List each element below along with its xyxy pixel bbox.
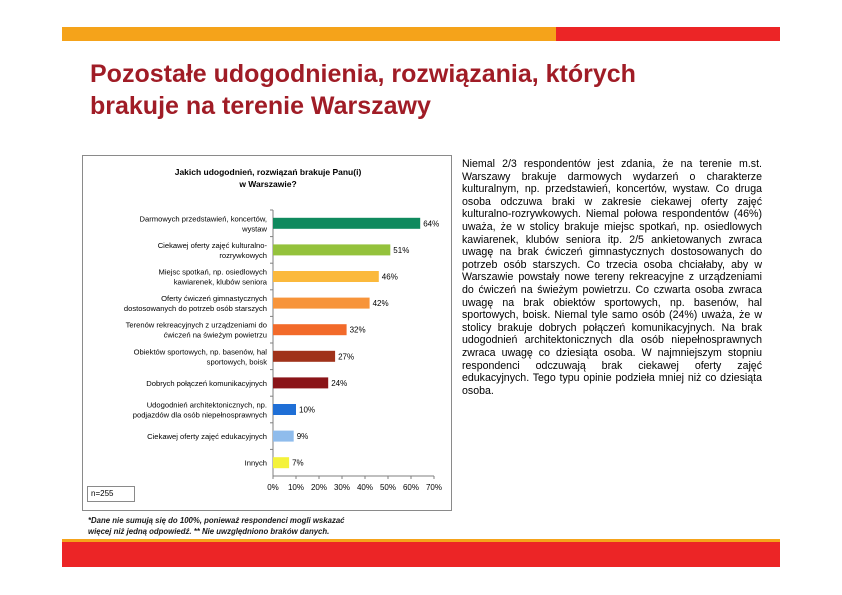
slide-title-line1: Pozostałe udogodnienia, rozwiązania, których bbox=[90, 60, 636, 88]
bar-value-label: 32% bbox=[349, 325, 366, 335]
bar bbox=[273, 244, 390, 255]
category-label: Dobrych połączeń komunikacyjnych bbox=[146, 378, 267, 388]
bar-value-label: 46% bbox=[381, 272, 398, 282]
bar-value-label: 9% bbox=[296, 432, 309, 442]
category-label: Terenów rekreacyjnych z urządzeniami do bbox=[125, 320, 267, 330]
x-tick-label: 40% bbox=[356, 483, 374, 492]
bar bbox=[273, 431, 294, 442]
category-label: podjazdów dla osób niepełnosprawnych bbox=[132, 410, 267, 420]
category-label: wystaw bbox=[242, 224, 267, 234]
bar-chart bbox=[83, 156, 453, 512]
chart-panel bbox=[82, 155, 452, 511]
x-tick-label: 50% bbox=[379, 483, 397, 492]
category-label: Ciekawej oferty zajęć kulturalno- bbox=[157, 240, 267, 250]
description-text: Niemal 2/3 respondentów jest zdania, że na terenie m.st. Warszawy brakuje darmowych wydarzeń o charakterze kulturalnym, np. przedstawień, koncertów, wystaw. Co druga osoba odczuwa braki w zakresie ciekawej oferty zajęć kulturalno-rozrywkowych. Niemal połowa respondentów (46%) uważa, że w stolicy brakuje miejsc spotkań, np. osiedlowych kawiarenek, klubów seniora itp. 2/5 ankietowanych zwraca uwagę na brak ćwiczeń gimnastycznych dostosowanych do potrzeb osób starszych. Co trzecia osoba chciałaby, aby w Warszawie powstały nowe tereny rekreacyjne z urządzeniami do ćwiczeń na świeżym powietrzu. Co czwarta osoba zwraca uwagę na brak obiektów sportowych, np. basenów, hal sportowych, boisk. Niemal tyle samo osób (24%) uważa, że w stolicy brakuje dobrych połączeń komunikacyjnych. Na brak udogodnień architektonicznych dla osób niepełnosprawnych zwraca uwagę co dziesiąta osoba. W najmniejszym stopniu respondenci odczuwają brak ciekawej oferty zajęć edukacyjnych. Tego typu opinie podzieła mniej niż co dziesiąta osoba. bbox=[462, 158, 762, 397]
slide-title bbox=[90, 58, 790, 122]
category-label: sportowych, boisk bbox=[206, 357, 267, 367]
bar bbox=[273, 271, 379, 282]
bar bbox=[273, 457, 289, 468]
footnote-line1: *Dane nie sumują się do 100%, ponieważ respondenci mogli wskazać bbox=[88, 516, 345, 525]
category-label: Innych bbox=[244, 458, 267, 468]
bottom-band-red-fill bbox=[62, 542, 780, 567]
top-stripe-red bbox=[556, 27, 780, 41]
category-label: kawiarenek, klubów seniora bbox=[173, 277, 267, 287]
top-stripe-orange bbox=[62, 27, 556, 41]
bar bbox=[273, 218, 420, 229]
footnote bbox=[88, 516, 398, 537]
x-tick-label: 70% bbox=[425, 483, 443, 492]
category-label: Obiektów sportowych, np. basenów, hal bbox=[133, 347, 267, 357]
category-label: ćwiczeń na świeżym powietrzu bbox=[163, 330, 267, 340]
slide-title-line2: brakuje na terenie Warszawy bbox=[90, 92, 431, 120]
x-tick-label: 60% bbox=[402, 483, 420, 492]
bar bbox=[273, 404, 296, 415]
category-label: Miejsc spotkań, np. osiedlowych bbox=[158, 267, 267, 277]
x-tick-label: 30% bbox=[333, 483, 351, 492]
bar bbox=[273, 351, 335, 362]
bottom-accent-band bbox=[62, 539, 780, 567]
bar-value-label: 51% bbox=[393, 245, 410, 255]
x-tick-label: 0% bbox=[267, 483, 279, 492]
category-label: rozrywkowych bbox=[219, 250, 267, 260]
category-label: Darmowych przedstawień, koncertów, bbox=[139, 214, 267, 224]
bar-value-label: 7% bbox=[292, 458, 304, 468]
bar-value-label: 27% bbox=[338, 352, 355, 362]
bar bbox=[273, 298, 370, 309]
x-tick-label: 20% bbox=[310, 483, 328, 492]
top-accent-stripe bbox=[62, 27, 780, 41]
bar-value-label: 64% bbox=[423, 219, 440, 229]
chart-title-line2: w Warszawie? bbox=[239, 179, 297, 189]
category-label: dostosowanych do potrzeb osób starszych bbox=[123, 304, 267, 314]
bar-value-label: 42% bbox=[372, 299, 389, 309]
x-tick-label: 10% bbox=[287, 483, 305, 492]
sample-size-box: n=255 bbox=[87, 486, 135, 502]
category-label: Udogodnień architektonicznych, np. bbox=[146, 400, 267, 410]
footnote-line2: więcej niż jedną odpowiedź. ** Nie uwzględniono braków danych. bbox=[88, 526, 330, 536]
category-label: Oferty ćwiczeń gimnastycznych bbox=[161, 294, 267, 304]
bar bbox=[273, 324, 347, 335]
chart-title-line1: Jakich udogodnień, rozwiązań brakuje Panu(i) bbox=[174, 167, 362, 177]
bar-value-label: 10% bbox=[299, 405, 316, 415]
category-label: Ciekawej oferty zajęć edukacyjnych bbox=[147, 432, 267, 442]
bar bbox=[273, 377, 328, 388]
bar-value-label: 24% bbox=[331, 378, 348, 388]
